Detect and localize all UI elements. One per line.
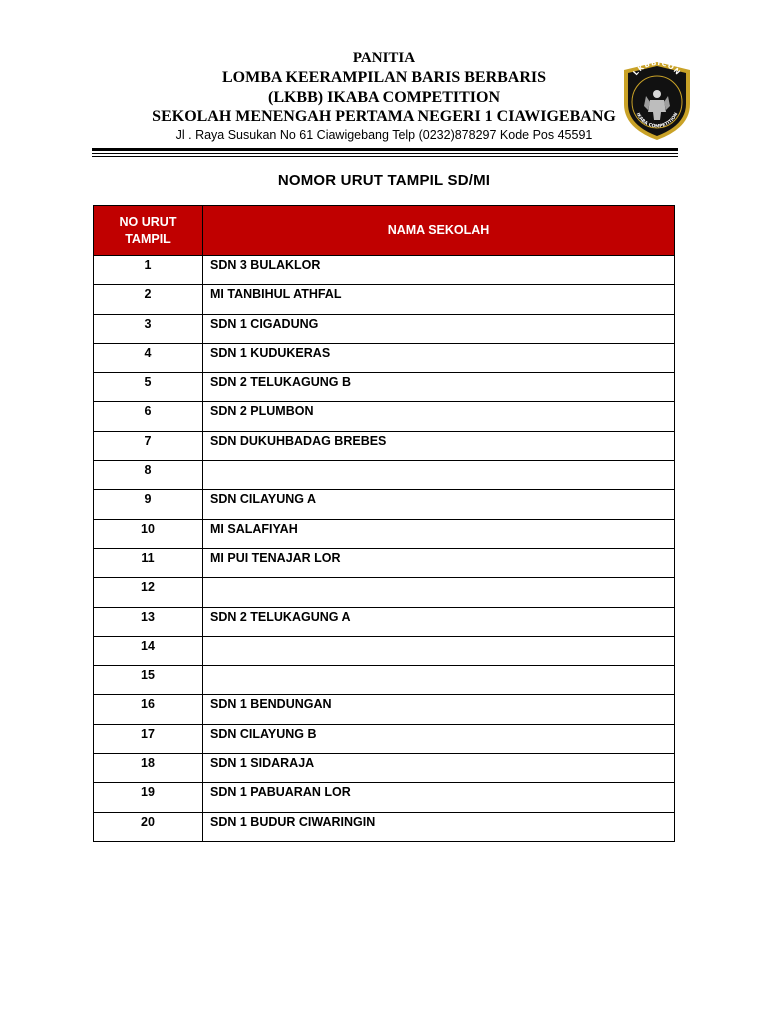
- table-row: [94, 431, 675, 460]
- document-title: NOMOR URUT TAMPIL SD/MI: [277, 172, 491, 189]
- letterhead-school: SEKOLAH MENENGAH PERTAMA NEGERI 1 CIAWIGEBANG: [152, 108, 616, 125]
- row-school-name: [203, 666, 675, 695]
- header-order-number-line1: NO URUT: [119, 214, 177, 229]
- table-row: [94, 548, 675, 577]
- row-school-name: SDN 2 TELUKAGUNG B: [203, 373, 675, 402]
- row-school-name: [203, 578, 675, 607]
- row-school-name: SDN 1 BUDUR CIWARINGIN: [203, 812, 675, 841]
- row-school-name: SDN CILAYUNG A: [203, 490, 675, 519]
- row-school-name: SDN 1 PABUARAN LOR: [203, 783, 675, 812]
- letterhead-rule-thin: [92, 153, 678, 154]
- table-body: [94, 256, 675, 842]
- lkbbicon-logo: [620, 60, 694, 142]
- letterhead-committee: PANITIA: [352, 50, 416, 66]
- table-row: [94, 285, 675, 314]
- row-school-name: MI PUI TENAJAR LOR: [203, 548, 675, 577]
- row-school-name: [203, 636, 675, 665]
- table-row: [94, 461, 675, 490]
- letterhead-event-abbrev: (LKBB) IKABA COMPETITION: [267, 89, 501, 106]
- row-order-number: 15: [94, 666, 203, 695]
- table-row: [94, 812, 675, 841]
- row-order-number: 3: [94, 314, 203, 343]
- table-row: [94, 490, 675, 519]
- row-order-number: 16: [94, 695, 203, 724]
- row-order-number: 19: [94, 783, 203, 812]
- table-row: [94, 724, 675, 753]
- letterhead-rule-thick: [92, 148, 678, 151]
- row-order-number: 9: [94, 490, 203, 519]
- row-order-number: 17: [94, 724, 203, 753]
- letterhead-address: Jl . Raya Susukan No 61 Ciawigebang Telp (0232)878297 Kode Pos 45591: [175, 128, 593, 142]
- row-order-number: 12: [94, 578, 203, 607]
- row-school-name: [203, 461, 675, 490]
- header-school-name: NAMA SEKOLAH: [203, 206, 675, 256]
- row-order-number: 11: [94, 548, 203, 577]
- row-school-name: SDN 2 TELUKAGUNG A: [203, 607, 675, 636]
- row-school-name: MI TANBIHUL ATHFAL: [203, 285, 675, 314]
- table-header-row: [94, 206, 675, 256]
- table-row: [94, 754, 675, 783]
- row-school-name: SDN 2 PLUMBON: [203, 402, 675, 431]
- letterhead-event-name: LOMBA KEERAMPILAN BARIS BERBARIS: [221, 69, 547, 86]
- row-order-number: 18: [94, 754, 203, 783]
- row-order-number: 14: [94, 636, 203, 665]
- row-order-number: 8: [94, 461, 203, 490]
- table-row: [94, 314, 675, 343]
- row-order-number: 4: [94, 343, 203, 372]
- table-row: [94, 343, 675, 372]
- row-school-name: SDN 3 BULAKLOR: [203, 256, 675, 285]
- table-row: [94, 256, 675, 285]
- table-row: [94, 402, 675, 431]
- header-order-number: [94, 206, 203, 256]
- row-school-name: SDN 1 CIGADUNG: [203, 314, 675, 343]
- table-row: [94, 607, 675, 636]
- row-order-number: 2: [94, 285, 203, 314]
- row-order-number: 7: [94, 431, 203, 460]
- row-school-name: SDN 1 KUDUKERAS: [203, 343, 675, 372]
- row-order-number: 20: [94, 812, 203, 841]
- table-row: [94, 578, 675, 607]
- row-order-number: 10: [94, 519, 203, 548]
- row-order-number: 1: [94, 256, 203, 285]
- row-school-name: SDN 1 BENDUNGAN: [203, 695, 675, 724]
- row-school-name: SDN 1 SIDARAJA: [203, 754, 675, 783]
- table-row: [94, 373, 675, 402]
- logo-bottom-text: IKABA COMPETITION: [634, 112, 680, 130]
- row-order-number: 6: [94, 402, 203, 431]
- row-school-name: SDN CILAYUNG B: [203, 724, 675, 753]
- table-row: [94, 519, 675, 548]
- row-school-name: SDN DUKUHBADAG BREBES: [203, 431, 675, 460]
- performance-order-table: [93, 205, 675, 842]
- row-order-number: 13: [94, 607, 203, 636]
- table-row: [94, 666, 675, 695]
- row-school-name: MI SALAFIYAH: [203, 519, 675, 548]
- table-row: [94, 636, 675, 665]
- table-row: [94, 783, 675, 812]
- row-order-number: 5: [94, 373, 203, 402]
- header-order-number-line2: TAMPIL: [125, 231, 171, 246]
- table-row: [94, 695, 675, 724]
- logo-top-text: LKBBICON: [631, 60, 683, 78]
- letterhead-rule-thin: [92, 156, 678, 157]
